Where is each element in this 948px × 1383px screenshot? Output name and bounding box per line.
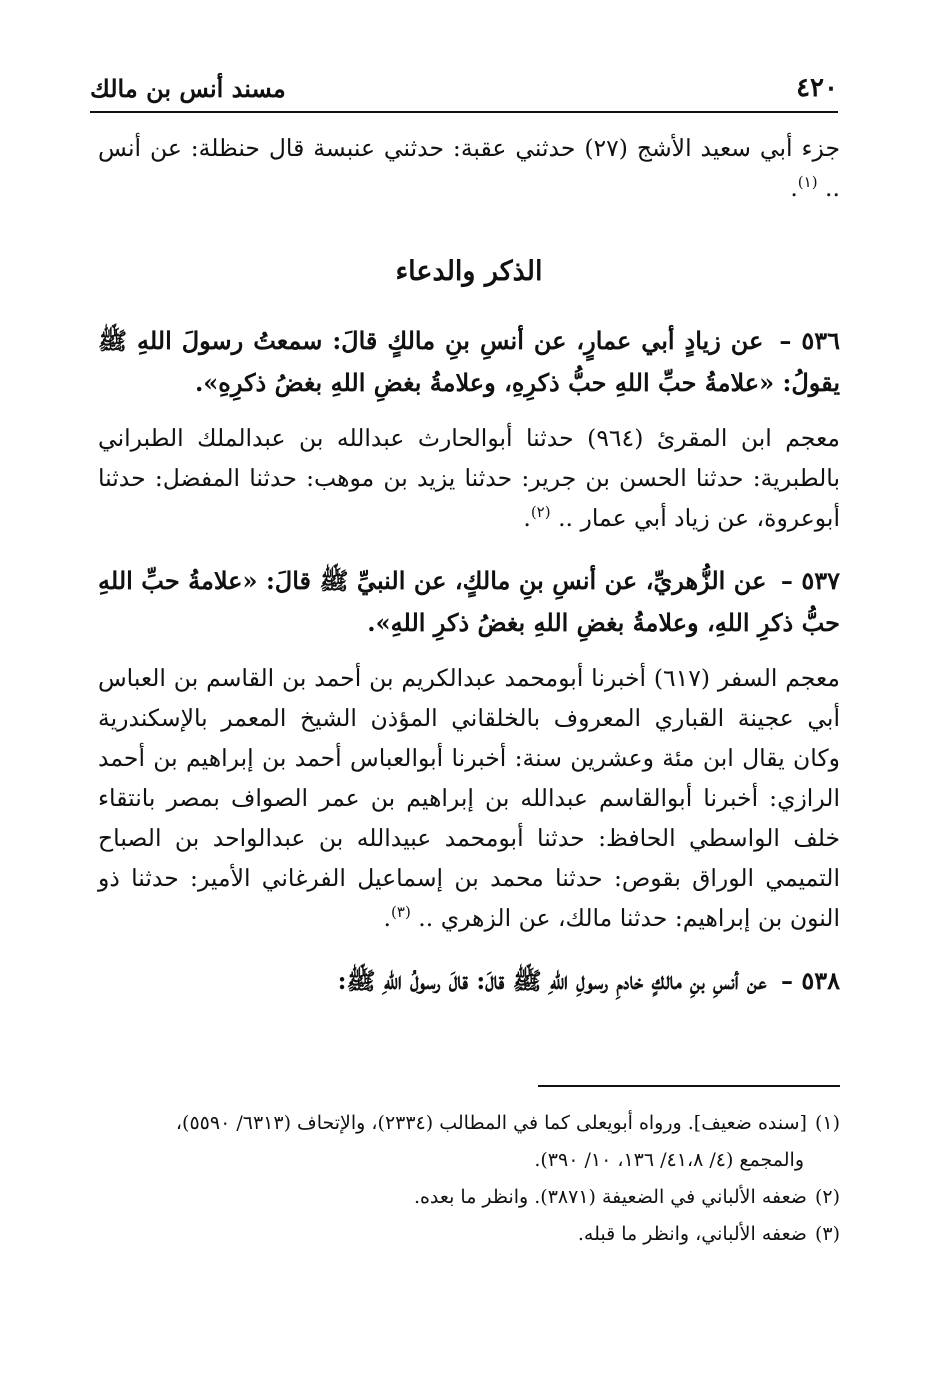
hadith-text: عن الزُّهريِّ، عن أنسِ بنِ مالكٍ، عن النبيِّ ﷺ قالَ: «علامةُ حبِّ اللهِ حبُّ ذكرِ اللهِ، وعلامةُ بغضِ اللهِ بغضُ ذكرِ اللهِ». [98,566,840,637]
intro-source-paragraph [98,128,840,208]
footnote-number: (٢) [814,1186,840,1208]
hadith-number: ٥٣٨ – [780,966,840,995]
footnote-ref-3: (٣) [391,903,411,922]
page-header [90,68,838,108]
hadith-536-source: معجم ابن المقرئ (٩٦٤) حدثنا أبوالحارث عبدالله بن عبدالملك الطبراني بالطبرية: حدثنا الحسن بن جرير: حدثنا يزيد بن موهب: حدثنا المفضل: حدثنا أبوعروة، عن زياد أبي عمار .. $^{(٢)}$. [98,424,840,532]
hadith-number: ٥٣٦ – [779,326,840,355]
intro-source-end: . [790,174,798,202]
footnote-text: ضعفه الألباني، وانظر ما قبله. [577,1223,807,1245]
source-text: معجم ابن المقرئ (٩٦٤) حدثنا أبوالحارث عبدالله بن عبدالملك الطبراني بالطبرية: حدثنا الحسن بن جرير: حدثنا يزيد بن موهب: حدثنا المفضل: حدثنا أبوعروة، عن زياد أبي عمار .. [98,424,840,532]
footnote-1-continued: والمجمع (٤/ ٤١،٨/ ١٣٦، ١٠/ ٣٩٠). [534,1149,804,1171]
footnote-2 [98,1182,840,1213]
hadith-536 [98,320,840,404]
hadith-text: عن زيادٍ أبي عمارٍ، عن أنسِ بنِ مالكٍ قالَ: سمعتُ رسولَ اللهِ ﷺ يقولُ: «علامةُ حبِّ اللهِ حبُّ ذكرِهِ، وعلامةُ بغضِ اللهِ بغضُ ذكرِهِ». [98,326,840,397]
hadith-537 [98,560,840,644]
footnote-number: (١) [814,1112,840,1134]
hadith-number: ٥٣٧ – [780,566,841,595]
header-divider [90,111,838,113]
footnotes [98,1108,840,1256]
page-number: ٤٢٠ [796,73,838,103]
running-title: مسند أنس بن مالك [90,73,286,103]
footnote-3 [98,1219,840,1250]
hadith-537-source: معجم السفر (٦١٧) أخبرنا أبومحمد عبدالكريم بن أحمد بن القاسم بن العباس أبي عجينة القباري المعروف بالخلقاني المؤذن الشيخ المعمر بالإسكندرية وكان يقال ابن مئة وعشرين سنة: أخبرنا أبوالعباس أحمد بن إبراهيم بن أحمد الرازي: أخبرنا أبوالقاسم عبدالله بن إبراهيم بن عمر الصواف بمصر بانتقاء خلف الواسطي الحافظ: حدثنا أبومحمد عبيدالله بن عبدالواحد بن الصباح التميمي الوراق بقوص: حدثنا محمد بن إسماعيل الفرغاني الأمير: حدثنا ذو النون بن إبراهيم: حدثنا مالك، عن الزهري .. $^{(٣)}$. [98,664,840,932]
footnote-divider [538,1085,840,1087]
footnote-ref-2: (٢) [530,503,551,522]
hadith-text: عن أنسِ بنِ مالكٍ خادمِ رسولِ اللهِ ﷺ قالَ: قالَ رسولُ اللهِ ﷺ: [337,966,767,995]
footnote-1 [98,1108,840,1139]
footnote-ref-1: (١) [797,173,818,192]
page-body [98,128,840,1016]
section-heading: الذكر والدعاء [395,256,543,287]
hadith-538 [98,960,840,1002]
footnote-text: ضعفه الألباني في الضعيفة (٣٨٧١). وانظر ما بعده. [413,1186,807,1208]
source-text: معجم السفر (٦١٧) أخبرنا أبومحمد عبدالكريم بن أحمد بن القاسم بن العباس أبي عجينة القباري المعروف بالخلقاني المؤذن الشيخ المعمر بالإسكندرية وكان يقال ابن مئة وعشرين سنة: أخبرنا أبوالعباس أحمد بن إبراهيم بن أحمد الرازي: أخبرنا أبوالقاسم عبدالله بن إبراهيم بن عمر الصواف بمصر بانتقاء خلف الواسطي الحافظ: حدثنا أبومحمد عبيدالله بن عبدالواحد بن الصباح التميمي الوراق بقوص: حدثنا محمد بن إسماعيل الفرغاني الأمير: حدثنا ذو النون بن إبراهيم: حدثنا مالك، عن الزهري .. [98,664,840,932]
footnote-text: [سنده ضعيف]. ورواه أبويعلى كما في المطالب (٢٣٣٤)، والإتحاف (٦٣١٣/ ٥٥٩٠)، [175,1112,807,1134]
footnote-number: (٣) [814,1223,840,1245]
intro-source-text: جزء أبي سعيد الأشج (٢٧) حدثني عقبة: حدثني عنبسة قال حنظلة: عن أنس .. [98,134,840,202]
